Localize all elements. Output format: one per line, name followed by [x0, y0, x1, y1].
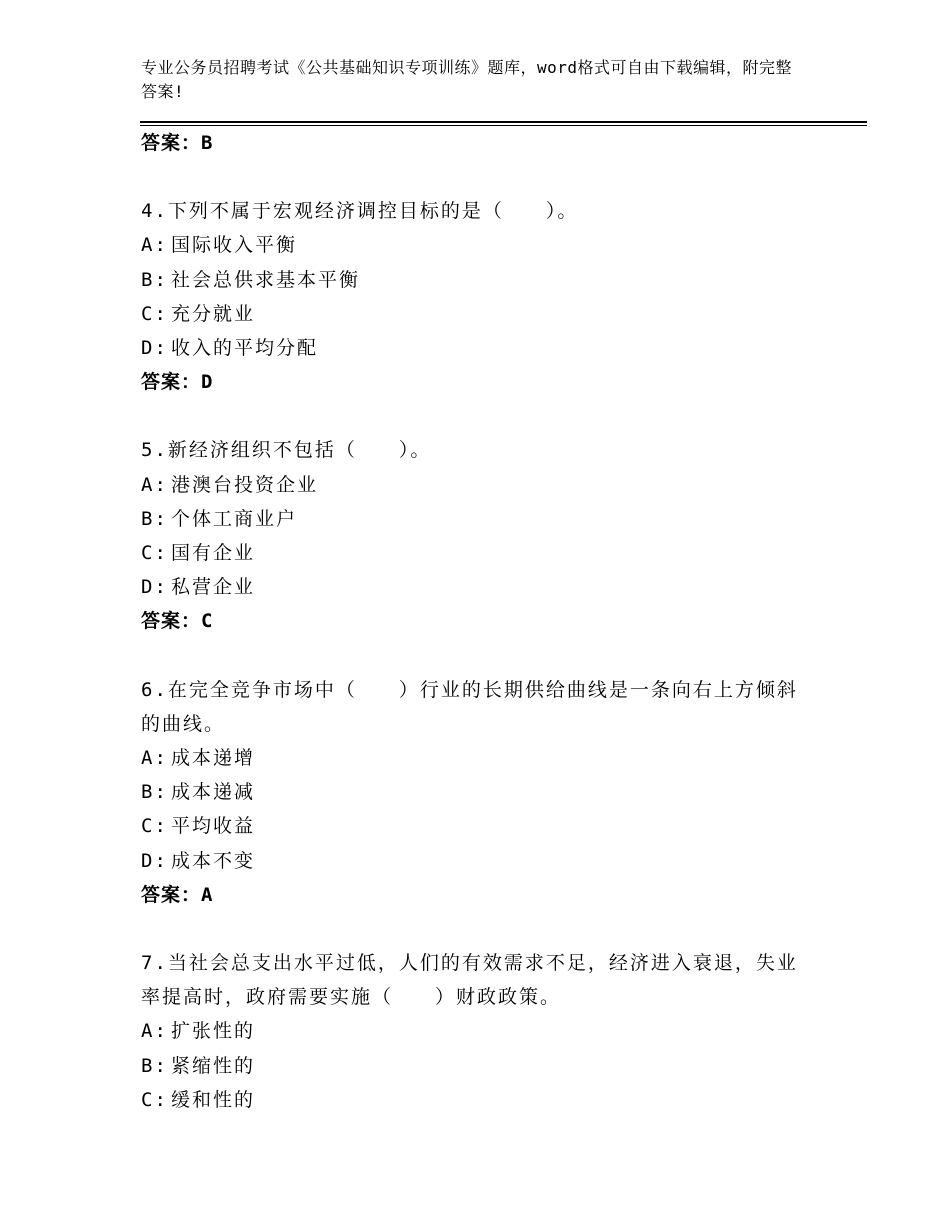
option-letter: C: [141, 542, 168, 565]
option-text: 收入的平均分配 [171, 337, 319, 360]
option-letter: D: [141, 337, 168, 360]
option-letter: A: [141, 234, 168, 257]
question-content [141, 126, 801, 1117]
option-letter: B: [141, 781, 168, 804]
question-block [141, 433, 801, 638]
question-block [141, 194, 801, 399]
question-stem: 6.在完全竞争市场中（ ）行业的长期供给曲线是一条向右上方倾斜的曲线。 [141, 678, 798, 735]
option-line [141, 1014, 801, 1048]
page-header: 专业公务员招聘考试《公共基础知识专项训练》题库，word格式可自由下载编辑，附完整答案! [141, 58, 793, 101]
question-block [141, 946, 801, 1117]
option-line [141, 263, 801, 297]
question-stem: 5.新经济组织不包括（ ）。 [141, 439, 432, 462]
option-text: 社会总供求基本平衡 [171, 268, 361, 291]
spacer [141, 160, 801, 194]
option-letter: B: [141, 507, 168, 530]
option-line [141, 502, 801, 536]
option-line [141, 1083, 801, 1117]
option-text: 平均收益 [171, 815, 256, 838]
option-line [141, 809, 801, 843]
option-line [141, 536, 801, 570]
question-block [141, 673, 801, 912]
question-stem: 7.当社会总支出水平过低，人们的有效需求不足，经济进入衰退，失业率提高时，政府需要实施（ ）财政政策。 [141, 952, 798, 1009]
option-line [141, 331, 801, 365]
option-letter: B: [141, 268, 168, 291]
option-line [141, 844, 801, 878]
option-line [141, 228, 801, 262]
option-text: 成本递减 [171, 781, 256, 804]
option-text: 紧缩性的 [171, 1054, 256, 1077]
spacer [141, 912, 801, 946]
option-letter: D: [141, 849, 168, 872]
option-line [141, 1049, 801, 1083]
option-letter: A: [141, 1020, 168, 1043]
option-letter: C: [141, 302, 168, 325]
answer-line: 答案：B [141, 132, 214, 154]
option-letter: C: [141, 815, 168, 838]
option-letter: A: [141, 473, 168, 496]
option-line [141, 468, 801, 502]
option-text: 港澳台投资企业 [171, 473, 319, 496]
answer-line: 答案：A [141, 883, 214, 906]
option-line [141, 570, 801, 604]
option-text: 私营企业 [171, 576, 256, 599]
answer-line: 答案：C [141, 610, 214, 633]
option-letter: C: [141, 1088, 168, 1111]
option-text: 个体工商业户 [171, 507, 298, 530]
spacer [141, 399, 801, 433]
option-text: 成本不变 [171, 849, 256, 872]
option-text: 充分就业 [171, 302, 256, 325]
option-line [141, 741, 801, 775]
option-text: 国际收入平衡 [171, 234, 298, 257]
option-letter: A: [141, 747, 168, 770]
option-letter: B: [141, 1054, 168, 1077]
option-text: 缓和性的 [171, 1088, 256, 1111]
option-text: 成本递增 [171, 747, 256, 770]
spacer [141, 639, 801, 673]
option-text: 国有企业 [171, 542, 256, 565]
option-line [141, 297, 801, 331]
answer-line: 答案：D [141, 371, 214, 394]
option-letter: D: [141, 576, 168, 599]
question-stem: 4.下列不属于宏观经济调控目标的是（ ）。 [141, 200, 579, 223]
option-line [141, 775, 801, 809]
option-text: 扩张性的 [171, 1020, 256, 1043]
